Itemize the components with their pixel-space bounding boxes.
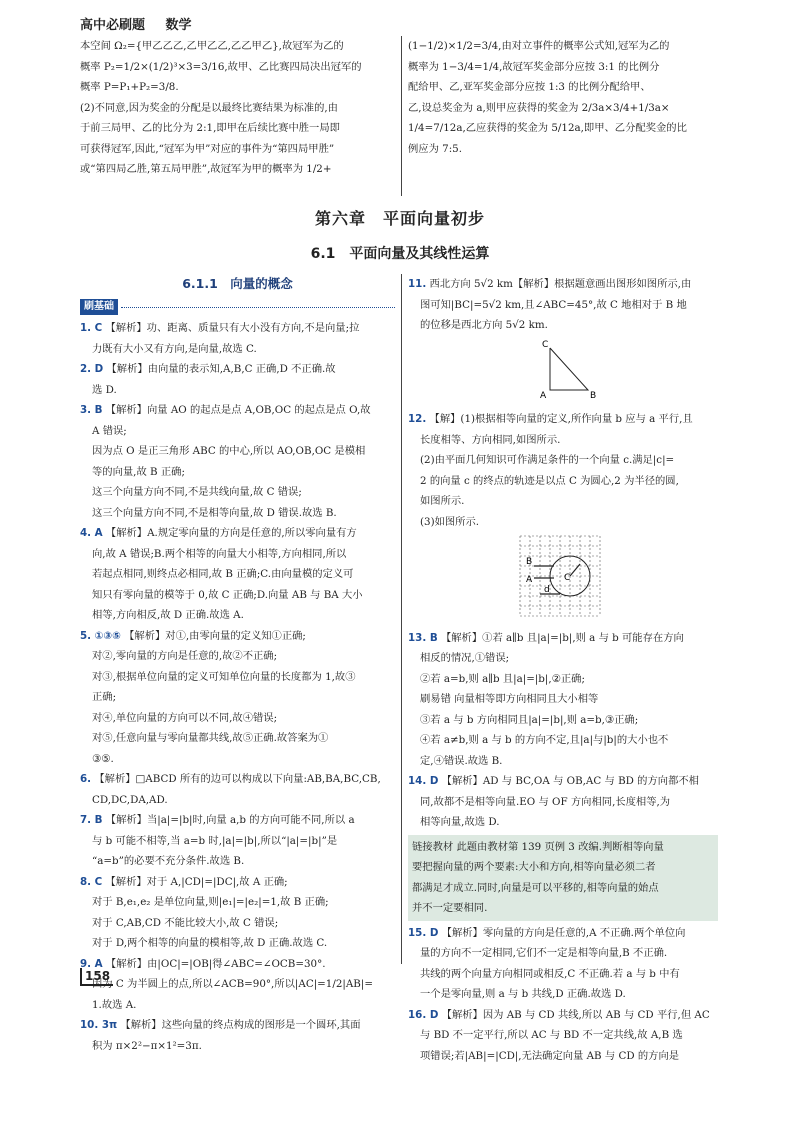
- answer-line: 刷易错 向量相等即方向相同且大小相等: [420, 693, 599, 705]
- answers-right-column: [408, 274, 718, 1066]
- text-line: 概率 P₂=1/2×(1/2)³×3=3/16,故甲、乙比赛四局决出冠军的: [80, 60, 362, 73]
- answer-item: [408, 274, 718, 409]
- answer-line: [80, 318, 395, 339]
- answer-text: 【解析】①若 a∥b 且|a|=|b|,则 a 与 b 可能存在方向: [440, 631, 684, 644]
- answer-line: 对③,根据单位向量的定义可知单位向量的长度都为 1,故③: [92, 670, 356, 683]
- answer-line: 与 b 可能不相等,当 a=b 时,|a|=|b|,所以“|a|=|b|”是: [92, 834, 338, 847]
- textbook-link-note: [408, 835, 718, 921]
- answer-line: 一个是零向量,则 a 与 b 共线,D 正确.故选 D.: [420, 988, 626, 1000]
- figure-label: A: [540, 390, 547, 400]
- answer-line: 对④,单位向量的方向可以不同,故④错误;: [92, 711, 278, 724]
- answer-text: 【解析】由|OC|=|OB|得∠ABC=∠OCB=30°.: [105, 957, 326, 970]
- chapter-title: 第六章 平面向量初步: [314, 209, 485, 228]
- figure-label: C: [542, 339, 549, 350]
- answer-line: 知只有零向量的模等于 0,故 C 正确;D.向量 AB 与 BA 大小: [92, 588, 363, 601]
- answer-item: [80, 810, 395, 872]
- text-line: 例应为 7:5.: [408, 142, 463, 155]
- text-line: 本空间 Ω₂={甲乙乙乙,乙甲乙乙,乙乙甲乙},故冠军为乙的: [80, 40, 344, 52]
- answer-text: 【解析】向量 AO 的起点是点 A,OB,OC 的起点是点 O,故: [105, 404, 371, 416]
- answer-number: 7. B: [80, 814, 103, 826]
- answer-line: 积为 π×2²−π×1²=3π.: [92, 1039, 202, 1052]
- answer-item: [408, 1005, 718, 1067]
- answer-line: [80, 359, 395, 380]
- answer-line: (2)由平面几何知识可作满足条件的一个向量 c.满足|c|=: [420, 454, 675, 466]
- answer-text: 【解析】当|a|=|b|时,向量 a,b 的方向可能不同,所以 a: [105, 814, 355, 826]
- answer-line: 等的向量,故 B 正确;: [92, 465, 185, 478]
- answer-item: [80, 872, 395, 954]
- answer-line: ③⑤.: [92, 752, 114, 765]
- answer-line: (3)如图所示.: [420, 515, 480, 528]
- answer-item: [80, 1015, 395, 1056]
- answer-item: [80, 954, 395, 1016]
- answer-line: [408, 409, 718, 430]
- answer-line: [80, 769, 395, 790]
- answer-line: 相等,方向相反,故 D 正确.故选 A.: [92, 609, 244, 621]
- answer-line: 链接教材 此题由教材第 139 页例 3 改编.判断相等向量: [412, 840, 664, 853]
- answer-number: 13. B: [408, 631, 438, 644]
- answer-item: [408, 628, 718, 772]
- answer-item: [80, 769, 395, 810]
- answer-line: 长度相等、方向相同,如图所示.: [420, 433, 561, 446]
- text-line: (2)不同意,因为奖金的分配是以最终比赛结果为标准的,由: [80, 101, 338, 114]
- answer-text: 【解析】对于 A,|CD|=|DC|,故 A 正确;: [105, 875, 288, 888]
- answer-number: 10. 3π: [80, 1019, 118, 1031]
- answer-number: 3. B: [80, 404, 103, 416]
- answer-line: [408, 923, 718, 944]
- answer-line: 对⑤,任意向量与零向量都共线,故⑤正确.故答案为①: [92, 732, 329, 744]
- text-line: 概率 P=P₁+P₂=3/8.: [80, 81, 179, 93]
- answer-line: 项错误;若|AB|=|CD|,无法确定向量 AB 与 CD 的方向是: [420, 1049, 680, 1062]
- answer-line: 对于 B,e₁,e₂ 是单位向量,则|e₁|=|e₂|=1,故 B 正确;: [92, 896, 329, 908]
- answer-line: 因为点 O 是正三角形 ABC 的中心,所以 AO,OB,OC 是模相: [92, 445, 366, 457]
- answer-item: [80, 318, 395, 359]
- answer-line: 1.故选 A.: [92, 998, 137, 1011]
- text-line: 乙,设总奖金为 a,则甲应获得的奖金为 2/3a×3/4+1/3a×: [408, 101, 670, 114]
- figure-triangle: [538, 338, 618, 400]
- figure-label: d: [544, 585, 550, 595]
- answer-line: 2 的向量 c 的终点的轨迹是以点 C 为圆心,2 为半径的圆,: [420, 474, 679, 487]
- answer-line: ④若 a≠b,则 a 与 b 的方向不定,且|a|与|b|的大小也不: [420, 734, 669, 746]
- answer-number: 2. D: [80, 363, 104, 375]
- answer-number: 8. C: [80, 875, 103, 888]
- text-line: 或“第四局乙胜,第五局甲胜”,故冠军为甲的概率为 1/2+: [80, 163, 332, 175]
- text-line: 于前三局甲、乙的比分为 2:1,即甲在后续比赛中胜一局即: [80, 122, 340, 134]
- answer-line: CD,DC,DA,AD.: [92, 793, 168, 806]
- answer-line: 共线的两个向量方向相同或相反,C 不正确.若 a 与 b 中有: [420, 967, 680, 980]
- answer-line: 量的方向不一定相同,它们不一定是相等向量,B 不正确.: [420, 947, 668, 959]
- triangle-shape: [550, 348, 588, 390]
- answer-line: ②若 a=b,则 a∥b 且|a|=|b|,②正确;: [420, 672, 585, 685]
- answer-text: 【解析】对①,由零向量的定义知①正确;: [124, 629, 306, 642]
- series-name: 高中必刷题: [80, 18, 146, 33]
- answer-item: [408, 771, 718, 833]
- figure-label: B: [590, 390, 597, 400]
- answer-line: 对于 D,两个相等的向量的模相等,故 D 正确.故选 C.: [92, 937, 328, 949]
- answer-number: 12.: [408, 413, 427, 425]
- answer-line: A 错误;: [92, 424, 127, 437]
- answer-line: 图可知|BC|=5√2 km,且∠ABC=45°,故 C 地相对于 B 地: [420, 298, 687, 311]
- text-line: 配给甲、乙,亚军奖金部分应按 1:3 的比例分配给甲、: [408, 81, 651, 93]
- figure-grid-circle: [516, 534, 604, 618]
- answer-line: 如图所示.: [420, 495, 465, 507]
- figure-label: A: [526, 575, 533, 585]
- answer-item: [80, 626, 395, 770]
- answer-line: 同,故都不是相等向量.EO 与 OF 方向相同,长度相等,为: [420, 795, 671, 808]
- answer-text: 【解析】□ABCD 所有的边可以构成以下向量:AB,BA,BC,CB,: [94, 773, 381, 785]
- answer-text: 【解析】因为 AB 与 CD 共线,所以 AB 与 CD 平行,但 AC: [441, 1008, 710, 1021]
- answer-line: 这三个向量方向不同,不是相等向量,故 D 错误.故选 B.: [92, 506, 337, 519]
- answer-text: 西北方向 5√2 km【解析】根据题意画出图形如图所示,由: [429, 278, 692, 290]
- answer-text: 【解析】功、距离、质量只有大小没有方向,不是向量;拉: [105, 322, 360, 334]
- answer-line: [80, 872, 395, 893]
- answer-text: 【解析】由向量的表示知,A,B,C 正确,D 不正确.故: [106, 363, 336, 375]
- answer-line: 因为 C 为半圆上的点,所以∠ACB=90°,所以|AC|=1/2|AB|=: [92, 978, 373, 990]
- subsection-title: 6.1.1 向量的概念: [182, 276, 293, 291]
- column-divider-bottom: [401, 274, 402, 964]
- answer-line: 与 BD 不一定平行,所以 AC 与 BD 不一定共线,故 A,B 选: [420, 1029, 683, 1041]
- answer-line: 向,故 A 错误;B.两个相等的向量大小相等,方向相同,所以: [92, 547, 347, 560]
- answer-line: [80, 954, 395, 975]
- answer-line: 的位移是西北方向 5√2 km.: [420, 319, 548, 331]
- answer-line: 并不一定要相同.: [412, 902, 488, 914]
- answer-text: 【解】(1)根据相等向量的定义,所作向量 b 应与 a 平行,且: [429, 413, 693, 425]
- answer-line: 对②,零向量的方向是任意的,故②不正确;: [92, 650, 278, 662]
- answer-number: 5. ①③⑤: [80, 629, 121, 642]
- answer-number: 1. C: [80, 322, 103, 334]
- answer-line: [408, 274, 718, 295]
- answer-text: 【解析】零向量的方向是任意的,A 不正确.两个单位向: [441, 926, 686, 939]
- subject-name: 数学: [165, 18, 192, 33]
- answer-number: 6.: [80, 773, 92, 785]
- answer-line: [80, 626, 395, 647]
- answer-number: 11.: [408, 278, 427, 290]
- answer-line: 相等向量,故选 D.: [420, 816, 500, 828]
- answer-line: 选 D.: [92, 383, 117, 396]
- answer-line: 这三个向量方向不同,不是共线向量,故 C 错误;: [92, 486, 302, 498]
- top-left-column: [80, 36, 395, 180]
- answer-line: 力既有大小又有方向,是向量,故选 C.: [92, 342, 257, 355]
- answer-line: 正确;: [92, 691, 117, 703]
- basic-tag-row: [80, 298, 395, 316]
- answer-line: [80, 810, 395, 831]
- answer-number: 16. D: [408, 1008, 439, 1021]
- answer-item: [408, 923, 718, 1005]
- text-line: 可获得冠军,因此,“冠军为甲”对应的事件为“第四局甲胜”: [80, 142, 335, 155]
- answer-line: 对于 C,AB,CD 不能比较大小,故 C 错误;: [92, 916, 279, 929]
- answer-text: 【解析】A.规定零向量的方向是任意的,所以零向量有方: [105, 527, 357, 539]
- answer-item: [80, 400, 395, 523]
- answer-line: 都满足才成立.同时,向量是可以平移的,相等向量的始点: [412, 881, 659, 894]
- answer-line: [408, 628, 718, 649]
- answer-item: [80, 359, 395, 400]
- section-title: 6.1 平面向量及其线性运算: [310, 246, 490, 262]
- figure-label: B: [526, 557, 533, 567]
- text-line: 1/4=7/12a,乙应获得的奖金为 5/12a,即甲、乙分配奖金的比: [408, 122, 687, 134]
- answer-line: [408, 771, 718, 792]
- answer-line: [80, 523, 395, 544]
- vector-arrow: [570, 564, 580, 576]
- answer-line: 定,④错误.故选 B.: [420, 754, 503, 767]
- answer-number: 4. A: [80, 527, 103, 539]
- running-header: [80, 14, 192, 33]
- answer-line: “a=b”的必要不充分条件.故选 B.: [92, 855, 245, 867]
- answer-line: [80, 1015, 395, 1036]
- answer-text: 【解析】这些向量的终点构成的图形是一个圆环,其面: [120, 1019, 361, 1031]
- answer-number: 15. D: [408, 926, 439, 939]
- answers-left-column: [80, 298, 395, 1056]
- answer-line: [80, 400, 395, 421]
- answer-line: 相反的情况,①错误;: [420, 652, 510, 664]
- answer-item: [80, 523, 395, 626]
- text-line: 概率为 1−3/4=1/4,故冠军奖金部分应按 3:1 的比例分: [408, 60, 660, 73]
- answer-item: [408, 409, 718, 628]
- figure-label: C: [564, 573, 571, 583]
- answer-number: 14. D: [408, 775, 439, 787]
- answer-line: 若起点相同,则终点必相同,故 B 正确;C.由向量模的定义可: [92, 568, 354, 580]
- top-right-column: [408, 36, 718, 159]
- answer-line: ③若 a 与 b 方向相同且|a|=|b|,则 a=b,③正确;: [420, 713, 639, 726]
- page-number: 158: [80, 968, 113, 986]
- answer-text: 【解析】AD 与 BC,OA 与 OB,AC 与 BD 的方向都不相: [441, 775, 699, 787]
- basic-tag: 刷基础: [80, 299, 118, 315]
- answer-line: [408, 1005, 718, 1026]
- text-line: (1−1/2)×1/2=3/4,由对立事件的概率公式知,冠军为乙的: [408, 40, 670, 52]
- tag-dotted-line: [121, 307, 395, 308]
- answer-line: 要把握向量的两个要素:大小和方向,相等向量必须二者: [412, 861, 656, 873]
- answer-number: 9. A: [80, 957, 103, 970]
- column-divider-top: [401, 36, 402, 196]
